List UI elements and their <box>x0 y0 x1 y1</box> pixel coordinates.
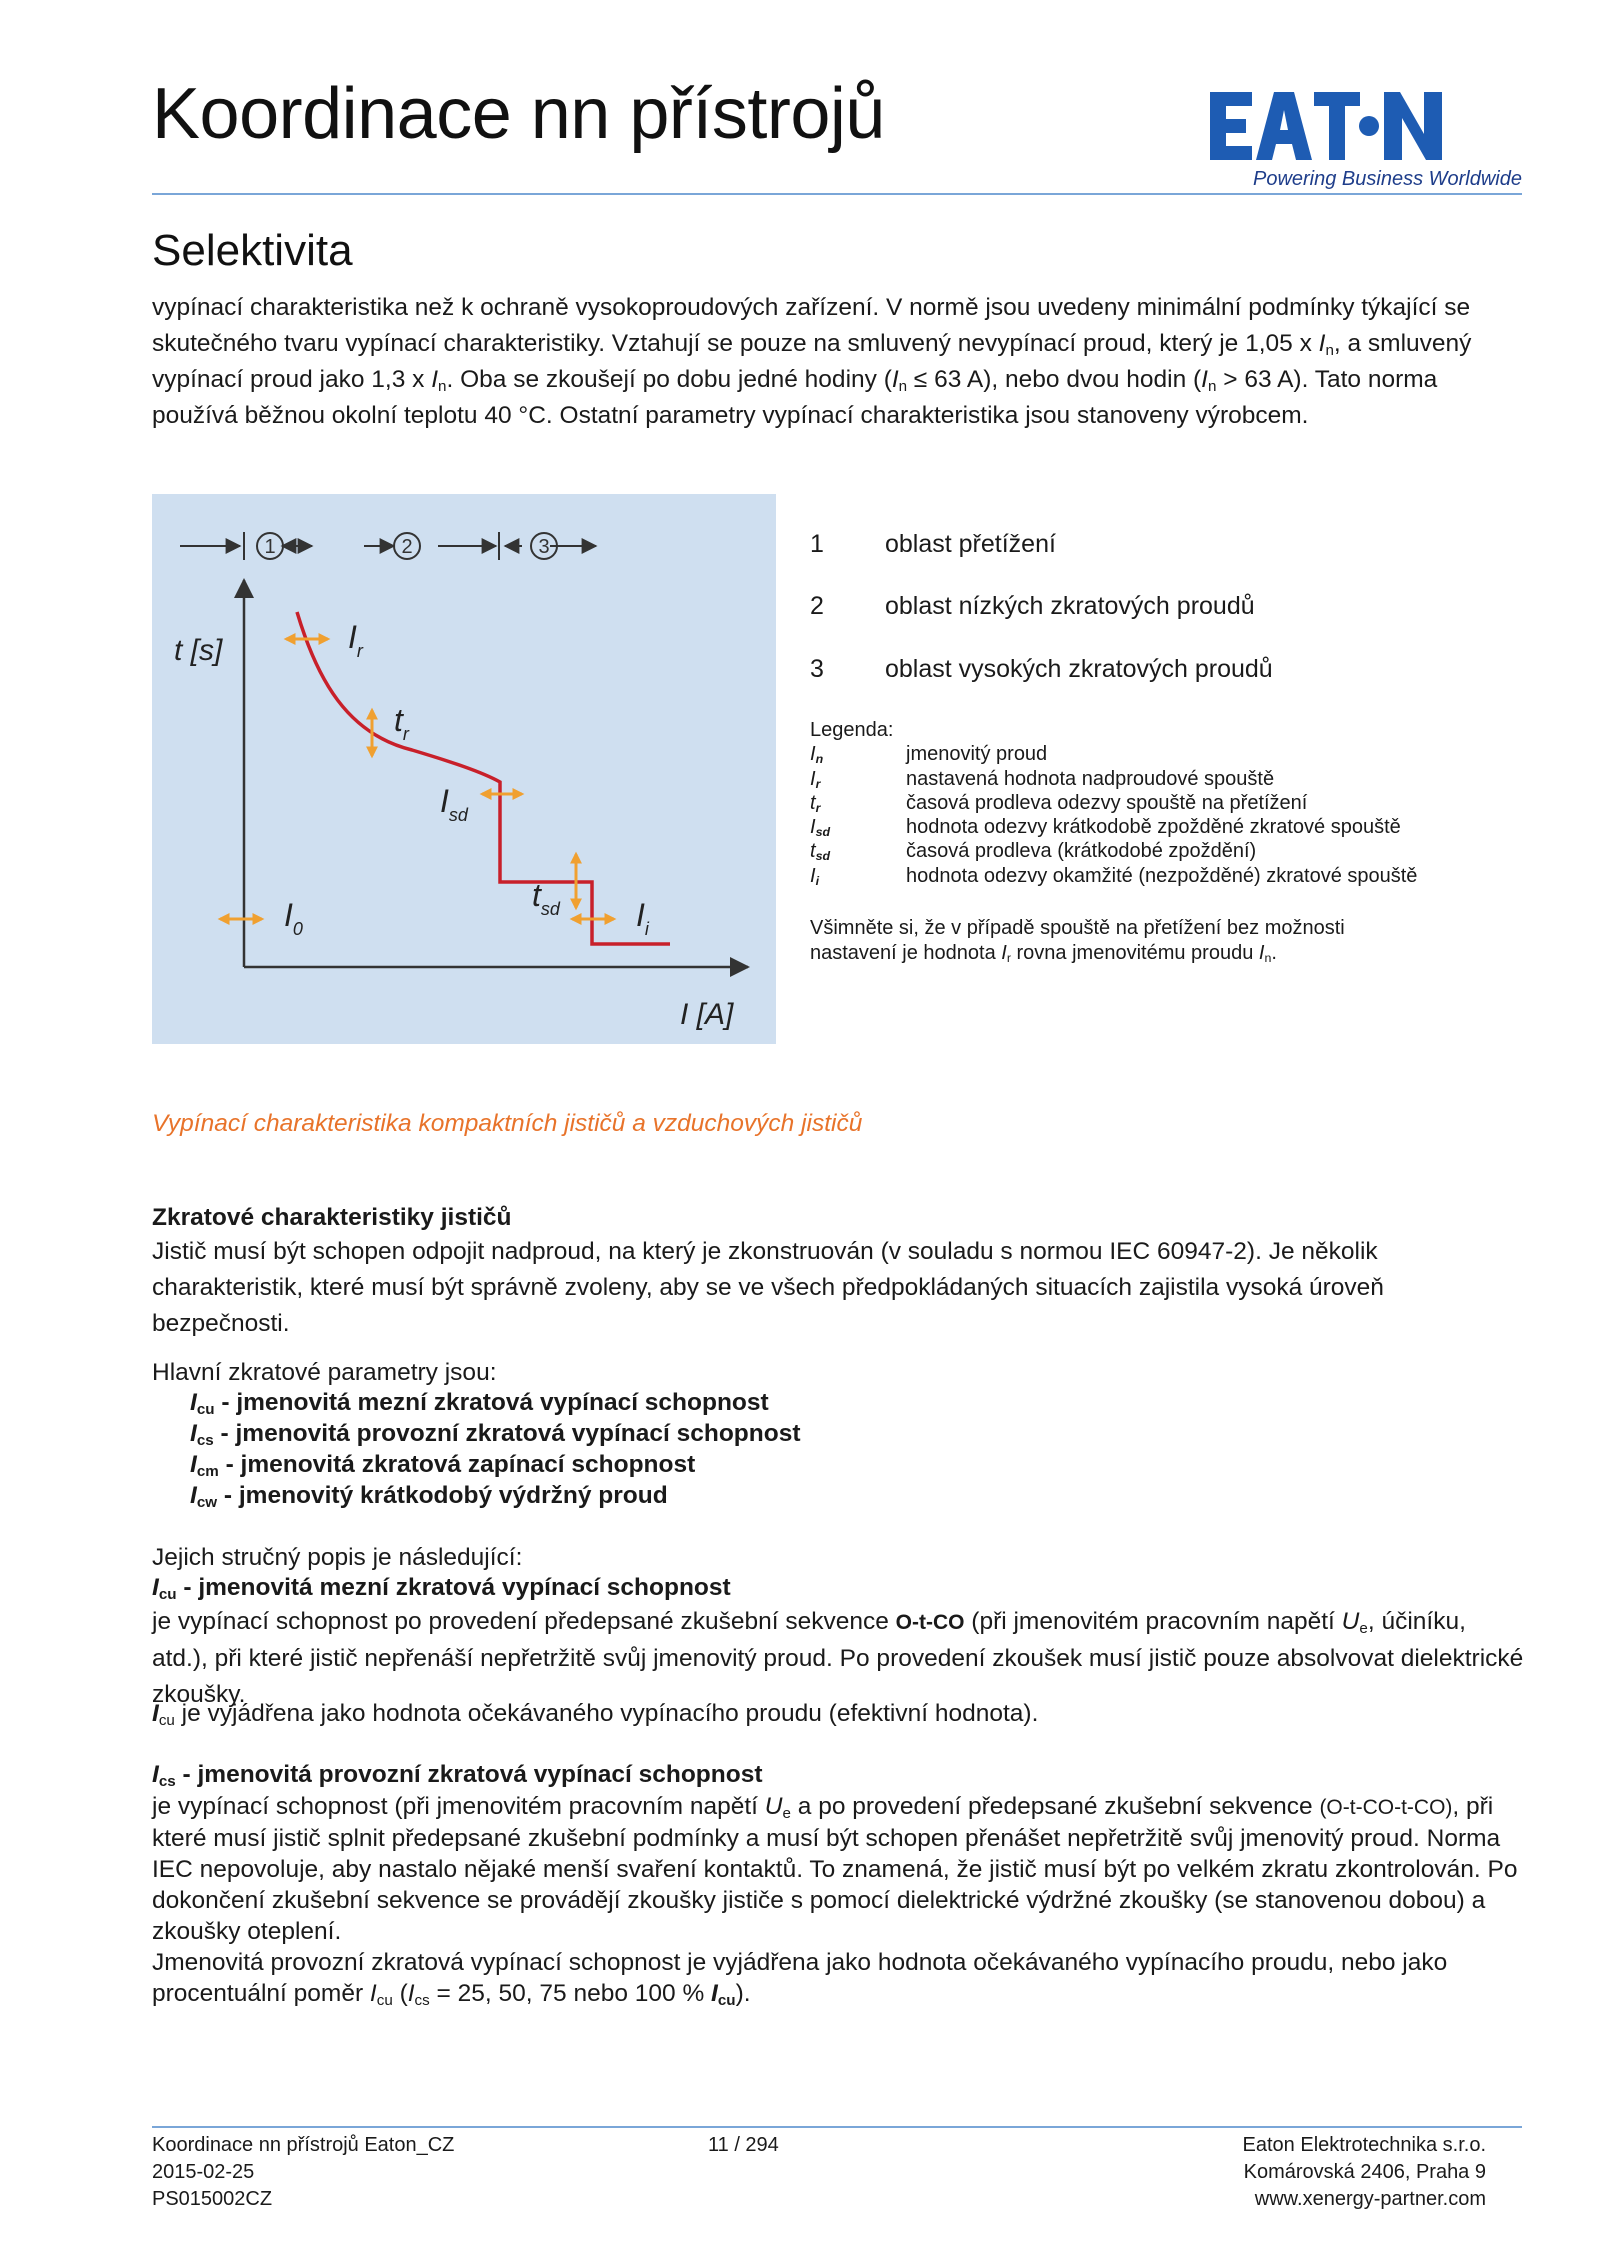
svg-text:Ir <box>348 619 364 661</box>
svg-text:Isd <box>440 783 469 825</box>
ics-description: je vypínací schopnost (při jmenovitém pracovním napětí $U_e$ a po provedení předepsané zkušební sekvence (O-t-CO-t-CO), při které musí jistič splnit předepsané zkušební podmínky a musí být schopen přenášet nepřetržitě svůj jmenovitý proud. Norma IEC nepovoluje, aby nastalo nějaké menší svaření kontaktů. To znamená, že jistič musí být po velkém zkratu zkontrolován. Po dokončení zkušební sekvence se provádějí zkoušky jističe s pomocí dielektrické výdržné zkoušky (se stanovenou dobou) a zkoušky oteplení. Jmenovitá provozní zkratová vypínací schopnost je vyjádřena jako hodnota očekávaného vypínacího proudu, nebo jako procentuální poměr $I_{cu}$ ($I_{cs} = 25$, 50, 75 nebo 100 % $I_{cu}$). <box>152 1793 1518 2009</box>
legend-title: Legenda: <box>810 719 894 741</box>
adjustment-arrows <box>220 639 614 919</box>
legend-item: $t_{sd}$ časová prodleva (krátkodobé zpoždění) <box>810 840 1257 864</box>
subsection-intro: Jistič musí být schopen odpojit nadproud, na který je zkonstruován (v souladu s normou IEC 60947-2). Je několik charakteristik, které musí být správně zvoleny, aby se ve všech předpokládaných situacích zajistila vysoká úroveň bezpečnosti. <box>152 1238 1384 1337</box>
description-intro: Jejich stručný popis je následující: <box>152 1544 523 1571</box>
legend-note: Všimněte si, že v případě spouště na přetížení bez možnosti nastavení je hodnota $I_r$ rovna jmenovitému proudu $I_n$. <box>810 917 1345 966</box>
region-item: 1 oblast přetížení <box>810 530 1056 558</box>
page-number: 11 / 294 <box>708 2134 779 2156</box>
params-label: Hlavní zkratové parametry jsou: <box>152 1359 497 1386</box>
document-title: Koordinace nn přístrojů <box>152 74 885 154</box>
ics-heading: $I_{cs}$ - jmenovitá provozní zkratová vypínací schopnost <box>152 1761 763 1790</box>
tsd-label: t <box>532 877 541 913</box>
y-axis-label: t [s] <box>174 634 223 667</box>
footer-left <box>152 2132 454 2213</box>
footer-divider <box>152 2126 1522 2128</box>
legend-item: $I_i$ hodnota odezvy okamžité (nezpožděné) zkratové spouště <box>810 864 1418 888</box>
legend-item: $t_r$ časová prodleva odezvy spouště na přetížení <box>810 791 1308 815</box>
tripping-curve-diagram <box>152 494 776 1044</box>
isd-label-sub: sd <box>448 805 468 825</box>
region-markers <box>180 532 596 560</box>
footer-date: 2015-02-25 <box>152 2161 255 2183</box>
region-number-1: 1 <box>264 536 276 558</box>
legend-item: $I_n$ jmenovitý proud <box>810 743 1048 767</box>
region-item: 3 oblast vysokých zkratových proudů <box>810 655 1273 683</box>
ii-label: I <box>636 897 645 933</box>
tsd-label-sub: sd <box>540 899 560 919</box>
x-axis-label: I [A] <box>680 998 734 1031</box>
footer-address: Komárovská 2406, Praha 9 <box>1243 2161 1486 2183</box>
ir-label: I <box>348 619 357 655</box>
tr-label-sub: r <box>402 724 409 744</box>
icu-heading: $I_{cu}$ - jmenovitá mezní zkratová vypínací schopnost <box>152 1574 731 1603</box>
tr-label: t <box>394 702 403 738</box>
subsection-heading: Zkratové charakteristiky jističů <box>152 1204 512 1231</box>
param-item: $I_{cm}$ - jmenovitá zkratová zapínací schopnost <box>190 1451 696 1480</box>
param-item: $I_{cs}$ - jmenovitá provozní zkratová vypínací schopnost <box>190 1420 801 1449</box>
footer-company: Eaton Elektrotechnika s.r.o. <box>1242 2134 1486 2156</box>
param-item: $I_{cw}$ - jmenovitý krátkodobý výdržný proud <box>190 1482 668 1511</box>
region-number-2: 2 <box>401 536 413 558</box>
footer-website: www.xenergy-partner.com <box>1254 2188 1486 2210</box>
i0-label: I <box>284 897 293 933</box>
isd-label: I <box>440 783 449 819</box>
eaton-logo <box>1210 92 1442 160</box>
ir-label-sub: r <box>356 641 363 661</box>
ii-label-sub: i <box>644 919 649 939</box>
legend-item: $I_r$ nastavená hodnota nadproudové spouště <box>810 767 1275 791</box>
legend-item: $I_{sd}$ hodnota odezvy krátkodobě zpožděné zkratové spouště <box>810 816 1401 840</box>
icu-expression: $I_{cu}$ je vyjádřena jako hodnota očekávaného vypínacího proudu (efektivní hodnota). <box>152 1700 1039 1729</box>
footer-doc-code: PS015002CZ <box>152 2188 273 2210</box>
tripping-curve <box>297 612 670 944</box>
icu-description: je vypínací schopnost po provedení předepsané zkušební sekvence O-t-CO (při jmenovitém pracovním napětí $U_e$, účiníku, atd.), při které jistič nepřenáší nepřetržitě svůj jmenovitý proud. Po provedení zkoušek musí jistič pouze absolvovat dielektrické zkoušky. <box>152 1608 1524 1708</box>
region-item: 2 oblast nízkých zkratových proudů <box>810 592 1255 620</box>
i0-label-sub: 0 <box>292 919 303 939</box>
region-number-3: 3 <box>538 536 550 558</box>
svg-text:tr <box>394 702 410 744</box>
tripping-characteristic-figure <box>152 494 776 1044</box>
logo-tagline: Powering Business Worldwide <box>1252 168 1522 190</box>
intro-paragraph: vypínací charakteristika než k ochraně vysokoproudových zařízení. V normě jsou uvedeny minimální podmínky týkající se skutečného tvaru vypínací charakteristiky. Vztahují se pouze na smluvený nevypínací proud, který je 1,05 x $I_n$, a smluvený vypínací proud jako 1,3 x $I_n$. Oba se zkoušejí po dobu jedné hodiny ($I_n \le 63$ A), nebo dvou hodin ($I_n > 63$ A). Tato norma používá běžnou okolní teplotu 40 °C. Ostatní parametry vypínací charakteristika jsou stanoveny výrobcem. <box>152 294 1472 429</box>
footer-doc-name: Koordinace nn přístrojů Eaton_CZ <box>152 2134 455 2156</box>
figure-caption: Vypínací charakteristika kompaktních jističů a vzduchových jističů <box>152 1110 863 1137</box>
footer-right <box>1186 2132 1486 2213</box>
header-divider <box>152 193 1522 195</box>
section-title: Selektivita <box>152 226 353 275</box>
svg-text:Ii <box>636 897 650 939</box>
svg-text:I0 <box>284 897 303 939</box>
figure-legend <box>810 718 1530 888</box>
param-item: $I_{cu}$ - jmenovitá mezní zkratová vypínací schopnost <box>190 1389 769 1418</box>
